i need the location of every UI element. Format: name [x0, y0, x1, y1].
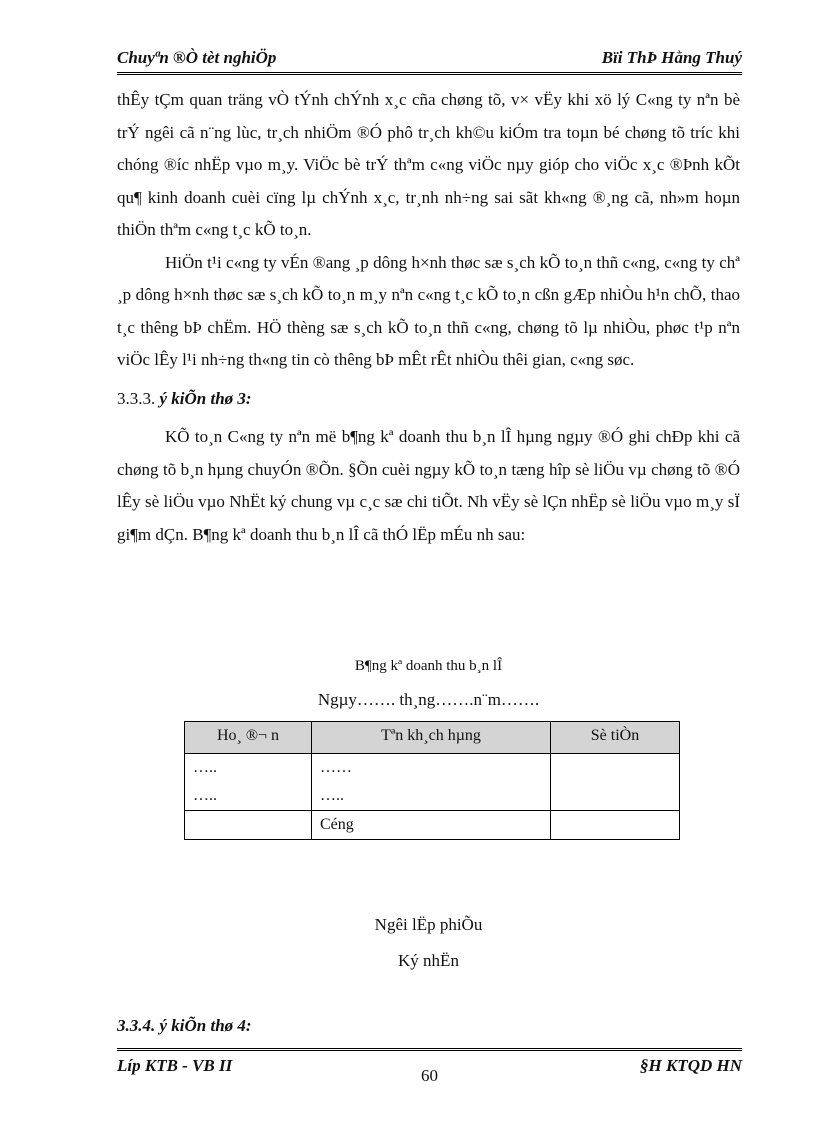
table-header-row	[185, 722, 680, 754]
invoice-dots-1: …..	[193, 759, 217, 776]
paragraph-1: thÊy tÇm quan träng vÒ tÝnh chÝnh x¸c cña chøng tõ, v× vËy khi xö lý C«ng ty nªn bè trÝ ngêi cã n¨ng lùc, tr¸ch nhiÖm ®Ó phô tr¸ch kh©u kiÓm tra toµn bé chøng tõ tríc khi chóng ®íc nhËp vµo m¸y. ViÖc bè trÝ thªm c«ng viÖc nµy gióp cho viÖc x¸c ®Þnh kÕt qu¶ kinh doanh cuèi cïng lµ chÝnh x¸c, tr¸nh nh÷ng sai sãt kh«ng ®¸ng cã, nh»m hoµn thiÖn thªm c«ng t¸c kÕ to¸n.	[117, 90, 740, 239]
header-left-title: Chuyªn ®Ò tèt nghiÖp	[117, 48, 277, 67]
body-text	[117, 84, 740, 551]
page-number: 60	[421, 1066, 438, 1085]
signature-receiver: Ký nhËn	[398, 951, 459, 970]
total-row	[185, 811, 680, 840]
page-footer	[117, 1048, 742, 1085]
customer-dots-1: ……	[320, 759, 352, 776]
section-heading-3	[117, 383, 740, 416]
section-title: ý kiÕn thø 3:	[159, 388, 252, 408]
amount-cell	[551, 754, 680, 811]
header-invoice: Ho¸ ®¬ n	[185, 722, 312, 754]
table-date-line: Ngµy……. th¸ng…….n¨m…….	[317, 690, 540, 709]
total-amount-cell	[551, 811, 680, 840]
paragraph-3: KÕ to¸n C«ng ty nªn më b¶ng kª doanh thu b¸n lÎ hµng ngµy ®Ó ghi chÐp khi cã chøng tõ b¸n hµng chuyÓn ®Õn. §Õn cuèi ngµy kÕ to¸n tæng hîp sè liÖu vµ chøng tõ ®Ó lÊy sè liÖu vµo NhËt ký chung vµ c¸c sæ chi tiÕt. Nh vËy sè lÇn nhËp sè liÖu vµo m¸y sÏ gi¶m dÇn. B¶ng kª doanh thu b¸n lÎ cã thÓ lËp mÉu nh sau:	[117, 427, 740, 544]
invoice-cell	[185, 754, 312, 811]
table-row	[185, 754, 680, 811]
section-number: 3.3.3.	[117, 388, 156, 408]
footer-class: Líp KTB - VB II	[117, 1056, 233, 1075]
footer-university: §H KTQD HN	[640, 1056, 742, 1075]
table-title: B¶ng kª doanh thu b¸n lÎ	[354, 658, 503, 674]
header-customer: Tªn kh¸ch hµng	[312, 722, 551, 754]
total-label: Céng	[312, 811, 551, 840]
total-empty-cell	[185, 811, 312, 840]
customer-dots-2: …..	[320, 787, 344, 804]
section-heading-4: 3.3.4. ý kiÕn thø 4:	[117, 1016, 252, 1035]
customer-cell	[312, 754, 551, 811]
sales-table	[184, 721, 680, 840]
signature-preparer: Ngêi lËp phiÕu	[374, 915, 483, 934]
page-header	[117, 48, 742, 75]
header-amount: Sè tiÒn	[551, 722, 680, 754]
header-author: Bïi ThÞ Hằng Thuý	[601, 48, 742, 67]
paragraph-2: HiÖn t¹i c«ng ty vÉn ®ang ¸p dông h×nh thøc sæ s¸ch kÕ to¸n thñ c«ng, c«ng ty chª ¸p dông h×nh thøc sæ s¸ch kÕ to¸n m¸y nªn c«ng t¸c kÕ to¸n cßn gÆp nhiÒu h¹n chÕ, thao t¸c thêng bÞ chËm. HÖ thèng sæ s¸ch kÕ to¸n thñ c«ng, chøng tõ lµ nhiÒu, phøc t¹p nªn viÖc lÊy l¹i nh÷ng th«ng tin cò thêng bÞ mÊt rÊt nhiÒu thêi gian, c«ng søc.	[117, 252, 740, 369]
invoice-dots-2: …..	[193, 787, 217, 804]
